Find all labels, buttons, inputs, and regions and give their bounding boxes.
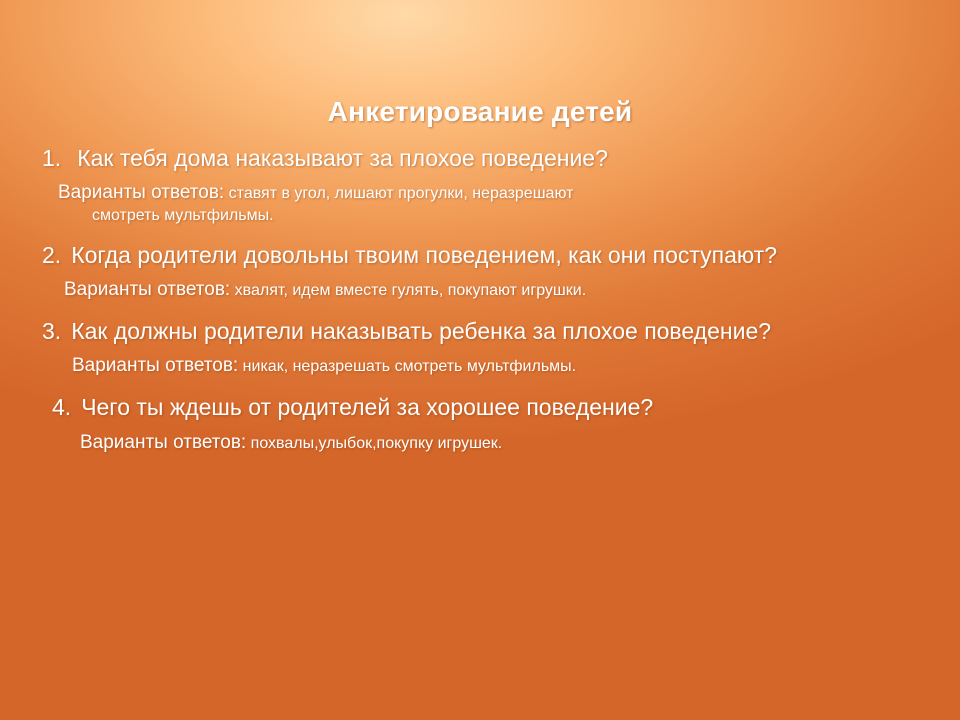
question-number: 2. — [42, 241, 62, 268]
answers-block — [34, 431, 928, 456]
question-item — [34, 317, 928, 346]
question-text: Чего ты ждешь от родителей за хорошее поведение? — [81, 394, 654, 421]
answers-block — [34, 354, 928, 379]
answers-block — [34, 181, 928, 226]
question-number: 1. — [42, 145, 62, 171]
answers-value: никак, неразрешать смотреть мультфильмы. — [242, 358, 577, 376]
answers-block — [34, 278, 928, 303]
slide-title: Анкетирование детей — [327, 96, 633, 127]
question-text: Как тебя дома наказывают за плохое поведение? — [77, 145, 608, 171]
answers-label: Варианты ответов: — [80, 431, 247, 453]
question-number: 4. — [52, 394, 72, 421]
question-text: Как должны родители наказывать ребенка за плохое поведение? — [71, 318, 772, 345]
answers-value: хвалят, идем вместе гулять, покупают игрушки. — [234, 282, 587, 300]
question-number: 3. — [42, 318, 62, 345]
answers-value: ставят в угол, лишают прогулки, неразрешают — [228, 185, 574, 203]
answers-label: Варианты ответов: — [64, 279, 231, 301]
answers-label: Варианты ответов: — [58, 182, 225, 204]
answers-value-continued: смотреть мультфильмы. — [92, 207, 274, 225]
answers-value: похвалы,улыбок,покупку игрушек. — [250, 434, 503, 452]
question-item — [34, 393, 928, 422]
question-item — [34, 144, 928, 173]
answers-label: Варианты ответов: — [72, 355, 239, 377]
question-item — [34, 241, 928, 270]
slide-body — [34, 144, 928, 469]
question-text: Когда родители довольны твоим поведением, как они поступают? — [71, 241, 777, 268]
